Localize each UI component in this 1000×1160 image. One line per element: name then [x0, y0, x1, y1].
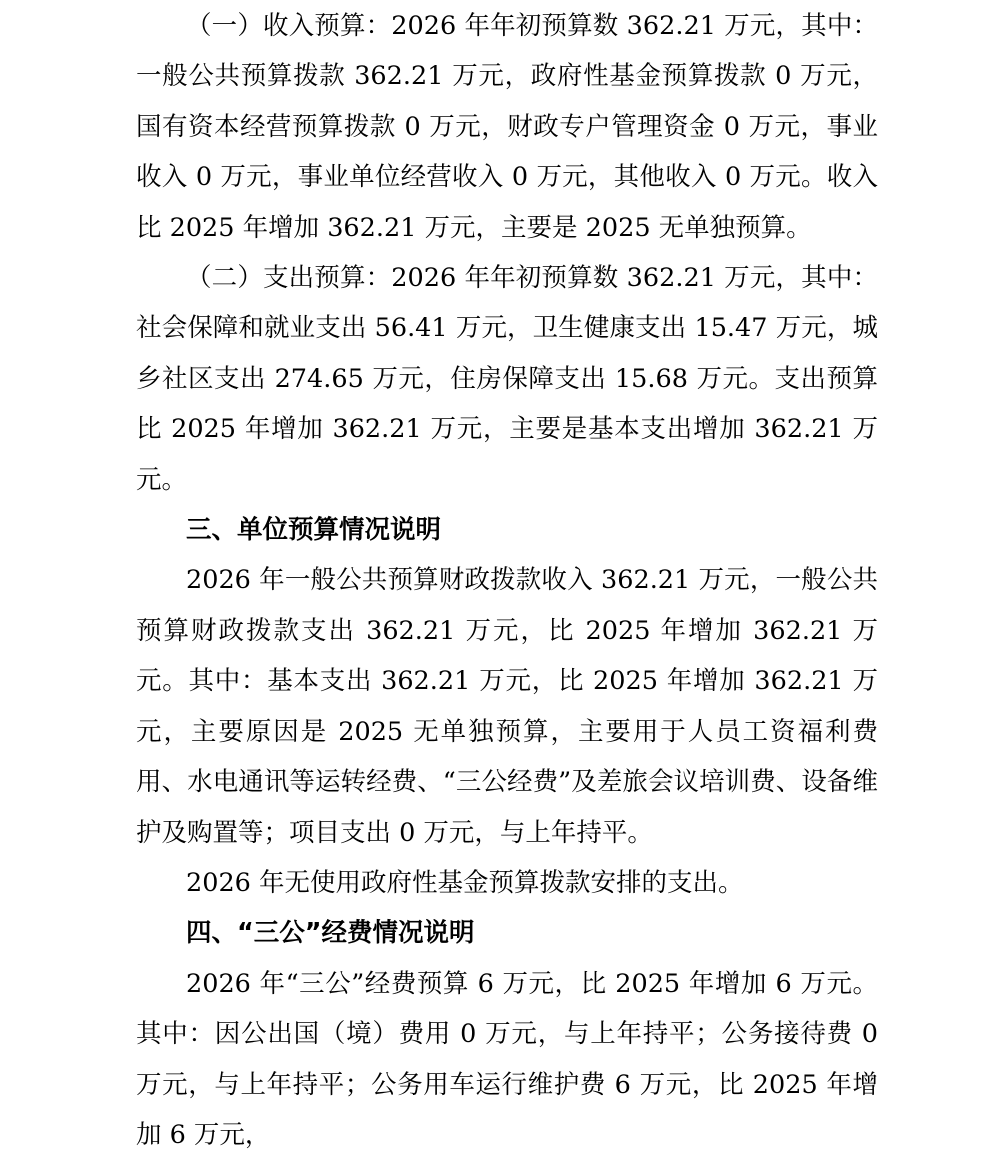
section4-body-paragraph: 2026 年“三公”经费预算 6 万元，比 2025 年增加 6 万元。其中：因公出国（境）费用 0 万元，与上年持平；公务接待费 0 万元，与上年持平；公务用车运行维护费 6 万元，比 2025 年增加 6 万元，: [136, 968, 878, 1150]
income-budget-paragraph: （一）收入预算：2026 年年初预算数 362.21 万元，其中：一般公共预算拨款 362.21 万元，政府性基金预算拨款 0 万元，国有资本经营预算拨款 0 万元，财政专户管理资金 0 万元，事业收入 0 万元，事业单位经营收入 0 万元，其他收入 0 万元。收入比 2025 年增加 362.21 万元，主要是 2025 无单独预算。: [136, 11, 878, 243]
section4-heading: 四、“三公”经费情况说明: [186, 918, 475, 949]
expense-budget-paragraph: （二）支出预算：2026 年年初预算数 362.21 万元，其中：社会保障和就业支出 56.41 万元，卫生健康支出 15.47 万元，城乡社区支出 274.65 万元，住房保障支出 15.68 万元。支出预算比 2025 年增加 362.21 万元，主要是基本支出增加 362.21 万元。: [136, 263, 878, 495]
section3-fund-paragraph: 2026 年无使用政府性基金预算拨款安排的支出。: [186, 867, 744, 898]
section3-body-paragraph: 2026 年一般公共预算财政拨款收入 362.21 万元，一般公共预算财政拨款支出 362.21 万元，比 2025 年增加 362.21 万元。其中：基本支出 362.21 万元，比 2025 年增加 362.21 万元，主要原因是 2025 无单独预算，主要用于人员工资福利费用、水电通讯等运转经费、“三公经费”及差旅会议培训费、设备维护及购置等；项目支出 0 万元，与上年持平。: [136, 565, 878, 848]
document-body: [136, 0, 878, 1160]
section3-heading: 三、单位预算情况说明: [186, 515, 442, 546]
